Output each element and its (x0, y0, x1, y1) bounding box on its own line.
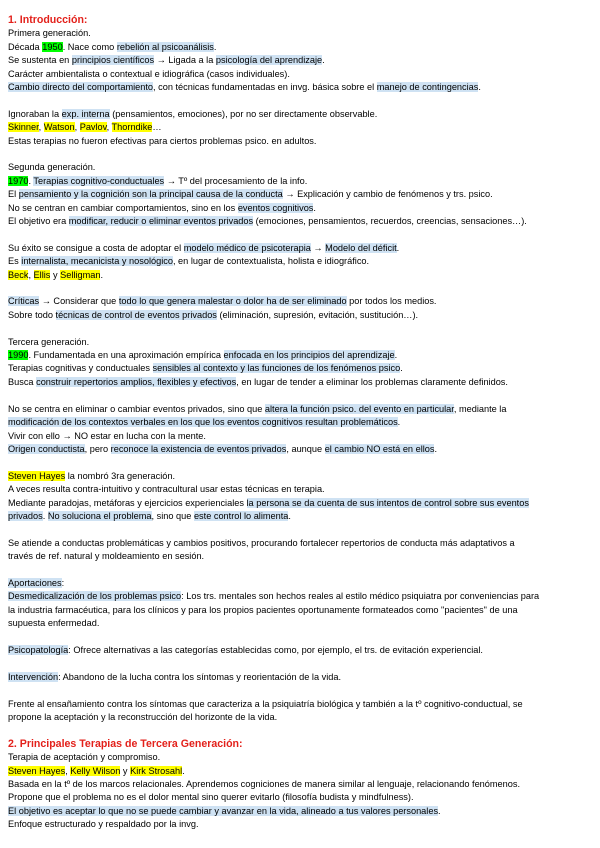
text-segment: Segunda generación. (8, 162, 96, 173)
highlighted-text: técnicas de control de eventos privados (55, 309, 217, 320)
text-line (8, 215, 593, 228)
highlighted-text: principios científicos (71, 55, 155, 66)
text-segment: Primera generación. (8, 28, 91, 39)
text-segment: través de ref. natural y moldeamiento en sesión. (8, 551, 205, 562)
text-segment: . (28, 175, 34, 186)
text-line (8, 121, 593, 134)
highlighted-text: manejo de contingencias (376, 82, 479, 93)
highlighted-text: exp. interna (61, 108, 110, 119)
text-line (8, 175, 593, 188)
text-line (8, 577, 593, 590)
text-segment: . (313, 202, 316, 213)
text-line (8, 295, 593, 308)
text-line (8, 818, 593, 831)
highlighted-text: 1970 (8, 175, 29, 186)
text-line (8, 751, 593, 764)
text-segment: , (74, 122, 80, 133)
text-line (8, 537, 593, 550)
text-line (8, 711, 593, 724)
text-segment: , (65, 765, 71, 776)
text-segment: Mediante paradojas, metáforas y ejercicios experienciales (8, 497, 247, 508)
text-line (8, 242, 593, 255)
text-segment: Es (8, 256, 22, 267)
highlighted-text: internalista, mecanicista y nosológico (21, 256, 173, 267)
highlighted-text: altera la función psico. del evento en particular (264, 403, 454, 414)
text-segment: . (100, 269, 104, 280)
text-segment: (emociones, pensamientos, recuerdos, creencias, sensaciones…). (253, 216, 527, 227)
text-line (8, 416, 593, 429)
text-segment: , sino que (151, 510, 194, 521)
paragraph-gap (8, 148, 593, 161)
highlighted-text: modificar, reducir o eliminar eventos privados (68, 216, 254, 227)
text-line (8, 698, 593, 711)
section-heading: 2. Principales Terapias de Tercera Generación: (8, 737, 243, 750)
text-segment: No se centran en cambiar comportamientos, sino en los (8, 202, 238, 213)
text-line (8, 27, 593, 40)
text-segment: → Tº del procesamiento de la info. (164, 175, 308, 186)
text-segment: Busca (8, 376, 37, 387)
text-segment: Tercera generación. (8, 336, 90, 347)
highlighted-text: pensamiento y la cognición son la principal causa de la conducta (18, 189, 283, 200)
highlighted-text: Selligman (60, 269, 101, 280)
text-segment: Frente al ensañamiento contra los síntomas que caracteriza a la psiquiatría biológica y también a la tº cognitivo-conductual, se (8, 698, 523, 709)
text-segment: Se sustenta en (8, 55, 72, 66)
text-segment: Década (8, 41, 43, 52)
text-segment: No se centra en eliminar o cambiar eventos privados, sino que (8, 403, 265, 414)
text-line (8, 617, 593, 630)
text-segment: . (434, 443, 438, 454)
text-segment: : Abandono de la lucha contra los síntomas y reorientación de la vida. (58, 671, 342, 682)
text-line (8, 791, 593, 804)
paragraph-gap (8, 389, 593, 402)
text-segment: . (394, 350, 398, 361)
text-segment: El (8, 189, 19, 200)
highlighted-text: el cambio NO está en ellos (324, 443, 435, 454)
text-line (8, 590, 593, 603)
text-line (8, 430, 593, 443)
highlighted-text: Kelly Wilson (70, 765, 121, 776)
text-segment: Basada en la tº de los marcos relacionales. Aprendemos cogniciones de manera similar al lenguaje, relacionando fenómenos. (8, 778, 521, 789)
section-heading: 1. Introducción: (8, 14, 88, 26)
text-segment: → (310, 242, 326, 253)
text-segment: , con técnicas fundamentadas en invg. básica sobre el (153, 82, 377, 93)
highlighted-text: este control lo alimenta (193, 510, 289, 521)
text-line (8, 255, 593, 268)
text-segment: Sobre todo (8, 309, 56, 320)
text-segment: la nombró 3ra generación. (65, 470, 176, 481)
text-line (8, 644, 593, 657)
text-line (8, 336, 593, 349)
highlighted-text: todo lo que genera malestar o dolor ha de ser eliminado (118, 296, 347, 307)
highlighted-text: Steven Hayes (8, 765, 66, 776)
text-line (8, 269, 593, 282)
highlighted-text: No soluciona el problema (47, 510, 152, 521)
text-segment: : Ofrece alternativas a las categorías establecidas como, por ejemplo, el trs. de evitación experiencial. (68, 644, 483, 655)
highlighted-text: Thorndike (111, 122, 153, 133)
highlighted-text: Terapias cognitivo-conductuales (33, 175, 165, 186)
text-segment: . (397, 417, 401, 428)
text-segment: , aunque (286, 443, 325, 454)
text-segment: Terapias cognitivas y conductuales (8, 363, 153, 374)
text-segment: Vivir con ello → NO estar en lucha con la mente. (8, 430, 206, 441)
text-segment: y (50, 269, 61, 280)
text-line (8, 510, 593, 523)
text-segment: Su éxito se consigue a costa de adoptar el (8, 242, 184, 253)
text-line (8, 443, 593, 456)
text-segment: → Considerar que (39, 296, 119, 307)
text-line (8, 778, 593, 791)
text-segment: , en lugar de tender a eliminar los problemas claramente definidos. (236, 376, 508, 387)
text-segment: El objetivo era (8, 216, 69, 227)
text-line (8, 483, 593, 496)
paragraph-gap (8, 282, 593, 295)
text-segment: , (106, 122, 112, 133)
highlighted-text: Skinner (8, 122, 39, 133)
text-segment: . (42, 510, 48, 521)
text-segment: , pero (84, 443, 111, 454)
text-line (8, 765, 593, 778)
highlighted-text: Kirk Strosahl (130, 765, 183, 776)
highlighted-text: Pavlov (79, 122, 107, 133)
highlighted-text: privados (8, 510, 43, 521)
document-body (8, 14, 593, 832)
highlighted-text: construir repertorios amplios, flexibles y efectivos (36, 376, 237, 387)
text-segment: Enfoque estructurado y respaldado por la invg. (8, 819, 199, 830)
highlighted-text: modificación de los contextos verbales en los que los eventos cognitivos resultan problemáticos (8, 417, 398, 428)
text-line (8, 309, 593, 322)
highlighted-text: psicología del aprendizaje (215, 55, 323, 66)
text-segment: → Explicación y cambio de fenómenos y trs. psico. (282, 189, 493, 200)
text-segment: A veces resulta contra-intuitivo y contracultural usar estas técnicas en terapia. (8, 484, 325, 495)
highlighted-text: reconoce la existencia de eventos privados (110, 443, 287, 454)
text-segment: , mediante la (453, 403, 507, 414)
text-line (8, 550, 593, 563)
highlighted-text: enfocada en los principios del aprendizaje (223, 350, 395, 361)
highlighted-text: Steven Hayes (8, 470, 66, 481)
text-line (8, 41, 593, 54)
text-line (8, 188, 593, 201)
text-segment: Propone que el problema no es el dolor mental sino querer evitarlo (filosofía budista y mindfulness). (8, 792, 414, 803)
highlighted-text: Ellis (33, 269, 51, 280)
text-segment: propone la aceptación y la reconstrucción del horizonte de la vida. (8, 711, 278, 722)
paragraph-gap (8, 228, 593, 241)
highlighted-text: Beck (8, 269, 29, 280)
text-line (8, 161, 593, 174)
highlighted-text: 1950 (42, 41, 63, 52)
paragraph-gap (8, 322, 593, 335)
text-line (8, 349, 593, 362)
text-segment: . Fundamentada en una aproximación empírica (28, 350, 224, 361)
text-segment: : (61, 577, 65, 588)
text-segment: Estas terapias no fueron efectivas para ciertos problemas psico. en adultos. (8, 135, 317, 146)
highlighted-text: modelo médico de psicoterapia (183, 242, 311, 253)
paragraph-gap (8, 564, 593, 577)
text-segment: . (478, 82, 481, 93)
paragraph-gap (8, 94, 593, 107)
text-line (8, 81, 593, 94)
text-segment: , en lugar de contextualista, holista e idiográfico. (172, 256, 370, 267)
text-segment: Carácter ambientalista o contextual e idiográfica (casos individuales). (8, 68, 290, 79)
text-line (8, 135, 593, 148)
text-line (8, 805, 593, 818)
highlighted-text: El objetivo es aceptar lo que no se puede cambiar y avanzar en la vida, alineado a tus valores personales (8, 805, 439, 816)
highlighted-text: Desmedicalización de los problemas psico (8, 591, 182, 602)
text-line (8, 497, 593, 510)
text-segment: . (322, 55, 325, 66)
text-line (8, 671, 593, 684)
paragraph-gap (8, 684, 593, 697)
text-segment: (pensamientos, emociones), por no ser directamente observable. (109, 108, 378, 119)
highlighted-text: Watson (43, 122, 75, 133)
highlighted-text: Psicopatología (8, 644, 69, 655)
text-segment: Ignoraban la (8, 108, 62, 119)
highlighted-text: Origen conductista (8, 443, 85, 454)
highlighted-text: Críticas (8, 296, 40, 307)
text-segment: , (38, 122, 44, 133)
text-segment: , (28, 269, 34, 280)
text-segment: → Ligada a la (154, 55, 216, 66)
text-line (8, 470, 593, 483)
text-line (8, 362, 593, 375)
highlighted-text: Cambio directo del comportamiento (8, 82, 154, 93)
text-segment: supuesta enfermedad. (8, 618, 100, 629)
paragraph-gap (8, 631, 593, 644)
text-line (8, 604, 593, 617)
paragraph-gap (8, 456, 593, 469)
paragraph-gap (8, 523, 593, 536)
text-line (8, 108, 593, 121)
text-segment: la industria farmacéutica, para los clínicos y para los propios pacientes oportunamente formateados como "pacientes" de una (8, 604, 518, 615)
highlighted-text: rebelión al psicoanálisis (116, 41, 214, 52)
text-segment: . (396, 242, 400, 253)
paragraph-gap (8, 657, 593, 670)
text-segment: Se atiende a conductas problemáticas y cambios positivos, procurando fortalecer repertorios de conducta más adaptativos a (8, 537, 515, 548)
text-segment: … (152, 122, 162, 133)
text-segment: . (182, 765, 185, 776)
text-segment: . (213, 41, 217, 52)
text-segment: Terapia de aceptación y compromiso. (8, 752, 161, 763)
text-line (8, 68, 593, 81)
text-line (8, 376, 593, 389)
highlighted-text: la persona se da cuenta de sus intentos de control sobre sus eventos (246, 497, 529, 508)
highlighted-text: 1990 (8, 350, 29, 361)
highlighted-text: Aportaciones (8, 577, 62, 588)
text-line (8, 202, 593, 215)
highlighted-text: Modelo del déficit (325, 242, 397, 253)
text-segment: por todos los medios. (346, 296, 437, 307)
text-segment: . Nace como (62, 41, 117, 52)
text-segment: . (438, 805, 441, 816)
text-segment: (eliminación, supresión, evitación, sustitución…). (216, 309, 419, 320)
highlighted-text: eventos cognitivos (237, 202, 314, 213)
highlighted-text: sensibles al contexto y las funciones de los fenómenos psico (152, 363, 401, 374)
paragraph-gap (8, 724, 593, 737)
text-segment: . (288, 510, 291, 521)
text-segment: : Los trs. mentales son hechos reales al estilo médico psiquiatra por conveniencias para (181, 591, 540, 602)
text-line (8, 54, 593, 67)
highlighted-text: Intervención (8, 671, 59, 682)
text-line (8, 403, 593, 416)
text-segment: . (400, 363, 403, 374)
text-segment: y (120, 765, 131, 776)
